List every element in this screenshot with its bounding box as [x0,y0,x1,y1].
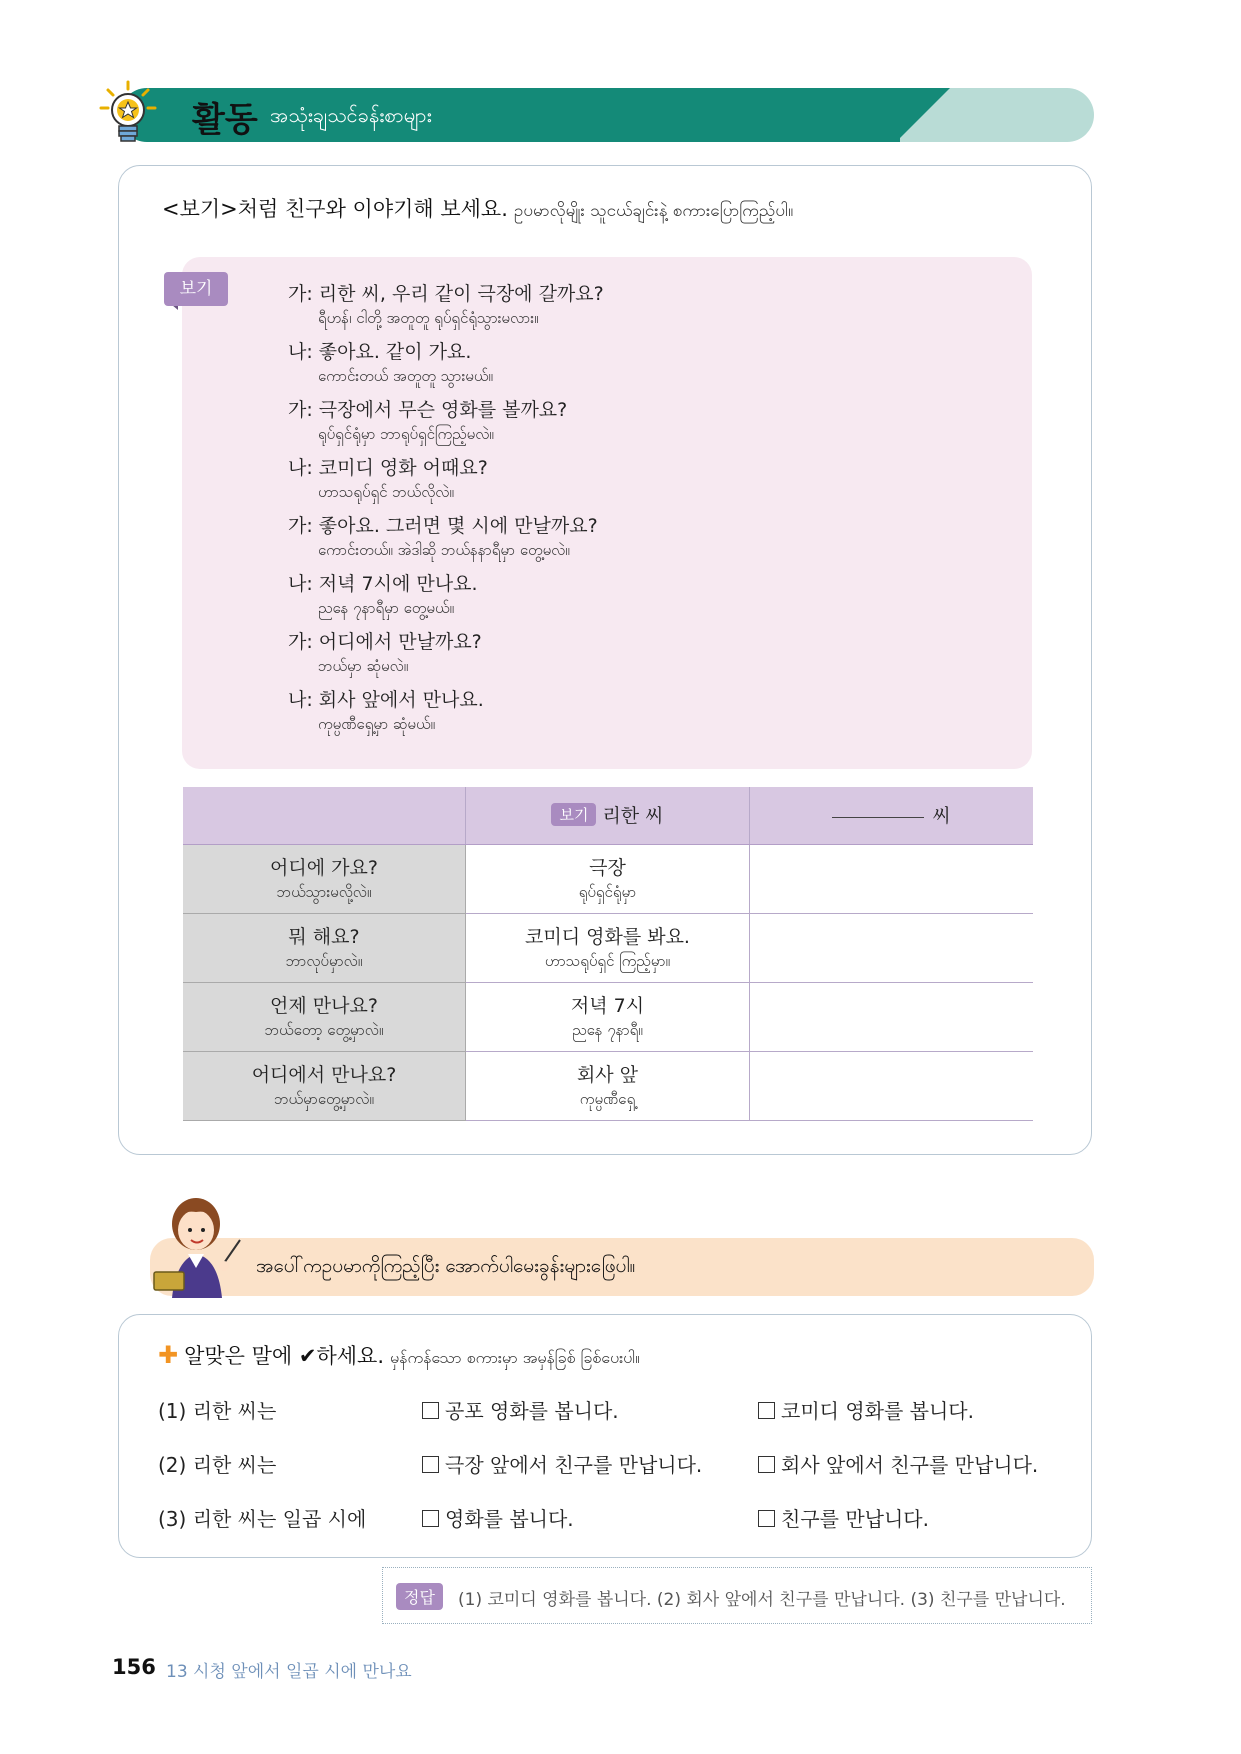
checkbox[interactable] [758,1510,775,1527]
checkbox[interactable] [422,1510,439,1527]
dialogue-line: 나: 코미디 영화 어때요? ဟာသရုပ်ရှင် ဘယ်လိုလဲ။ [288,457,488,501]
quiz-option[interactable]: 극장 앞에서 친구를 만납니다. [422,1449,702,1478]
instruction-ko: <보기>처럼 친구와 이야기해 보세요. [162,197,508,221]
plus-icon: ✚ [158,1341,179,1369]
question-prompt: (1) 리한 씨는 [158,1399,277,1423]
character-prompt: အပေါ်ကဥပမာကိုကြည့်ပြီး အောက်ပါမေးခွန်းများဖြေပါ။ [256,1255,636,1277]
question-prompt: (3) 리한 씨는 일곱 시에 [158,1507,367,1531]
table-header-example: 보기 리한 씨 [466,787,750,845]
instruction-mm: ဥပမာလိုမျိုး သူငယ်ချင်းနဲ့ စကားပြောကြည့်ပါ။ [513,201,794,221]
answer-cell[interactable] [750,983,1034,1052]
quiz-option[interactable]: 코미디 영화를 봅니다. [758,1395,974,1424]
lightbulb-icon [98,80,158,146]
example-dialogue [288,281,988,745]
example-label: 보기 [164,272,228,306]
banner-subtitle: အသုံးချသင်ခန်းစာများ [270,103,432,127]
table-header-empty [183,787,466,845]
quiz-option[interactable]: 친구를 만납니다. [758,1503,929,1532]
name-blank[interactable] [832,817,924,818]
example-mini-tag: 보기 [551,803,596,826]
answer-label: 정답 [396,1583,443,1610]
comparison-table [183,787,1033,1121]
activity-instruction [162,193,793,225]
table-row: 언제 만나요? ဘယ်တော့ တွေ့မှာလဲ။ 저녁 7시 ညနေ ၇နာရီ။ [183,983,1033,1052]
dialogue-line: 가: 극장에서 무슨 영화를 볼까요? ရုပ်ရှင်ရုံမှာ ဘာရုပ်ရှင်ကြည့်မလဲ။ [288,399,568,443]
table-row: 어디에 가요? ဘယ်သွားမလို့လဲ။ 극장 ရုပ်ရှင်ရုံမှာ [183,845,1033,914]
table-row: 어디에서 만나요? ဘယ်မှာတွေ့မှာလဲ။ 회사 앞 ကုမ္ပဏီရှေ့ [183,1052,1033,1121]
quiz-option[interactable]: 공포 영화를 봅니다. [422,1395,619,1424]
dialogue-line: 가: 어디에서 만날까요? ဘယ်မှာ ဆုံမလဲ။ [288,631,482,675]
dialogue-line: 나: 회사 앞에서 만나요. ကုမ္ပဏီရှေ့မှာ ဆုံမယ်။ [288,689,484,733]
table-header-blank[interactable]: 씨 [750,787,1034,845]
dialogue-line: 가: 좋아요. 그러면 몇 시에 만날까요? ကောင်းတယ်။ အဲဒါဆို ဘယ်နနာရီမှာ တွေ့မလဲ။ [288,515,598,559]
section-banner [120,88,1094,142]
quiz-option[interactable]: 영화를 봅니다. [422,1503,574,1532]
checkbox[interactable] [758,1456,775,1473]
answer-cell[interactable] [750,845,1034,914]
chapter-title: 13 시청 앞에서 일곱 시에 만나요 [166,1662,412,1682]
question-prompt: (2) 리한 씨는 [158,1453,277,1477]
banner-title: 활동 [192,100,258,140]
checkbox[interactable] [422,1402,439,1419]
dialogue-line: 나: 저녁 7시에 만나요. ညနေ ၇နာရီမှာ တွေ့မယ်။ [288,573,478,617]
answer-cell[interactable] [750,1052,1034,1121]
page-number: 156 [112,1655,156,1679]
teacher-character-icon [148,1188,258,1308]
quiz-option[interactable]: 회사 앞에서 친구를 만납니다. [758,1449,1038,1478]
checkbox[interactable] [422,1456,439,1473]
answer-cell[interactable] [750,914,1034,983]
dialogue-line: 가: 리한 씨, 우리 같이 극장에 갈까요? ရီဟန်၊ ငါတို့ အတူတူ ရုပ်ရှင်ရုံသွားမလား။ [288,283,604,327]
checkbox[interactable] [758,1402,775,1419]
dialogue-line: 나: 좋아요. 같이 가요. ကောင်းတယ် အတူတူ သွားမယ်။ [288,341,493,385]
answer-text: (1) 코미디 영화를 봅니다. (2) 회사 앞에서 친구를 만납니다. (3) 친구를 만납니다. [458,1590,1066,1610]
table-header-row [183,787,1033,845]
quiz-instruction: ✚ 알맞은 말에 ✔하세요. မှန်ကန်သော စကားမှာ အမှန်ခြစ် ခြစ်ပေးပါ။ [158,1341,640,1369]
table-row: 뭐 해요? ဘာလုပ်မှာလဲ။ 코미디 영화를 봐요. ဟာသရုပ်ရှင် ကြည့်မှာ။ [183,914,1033,983]
